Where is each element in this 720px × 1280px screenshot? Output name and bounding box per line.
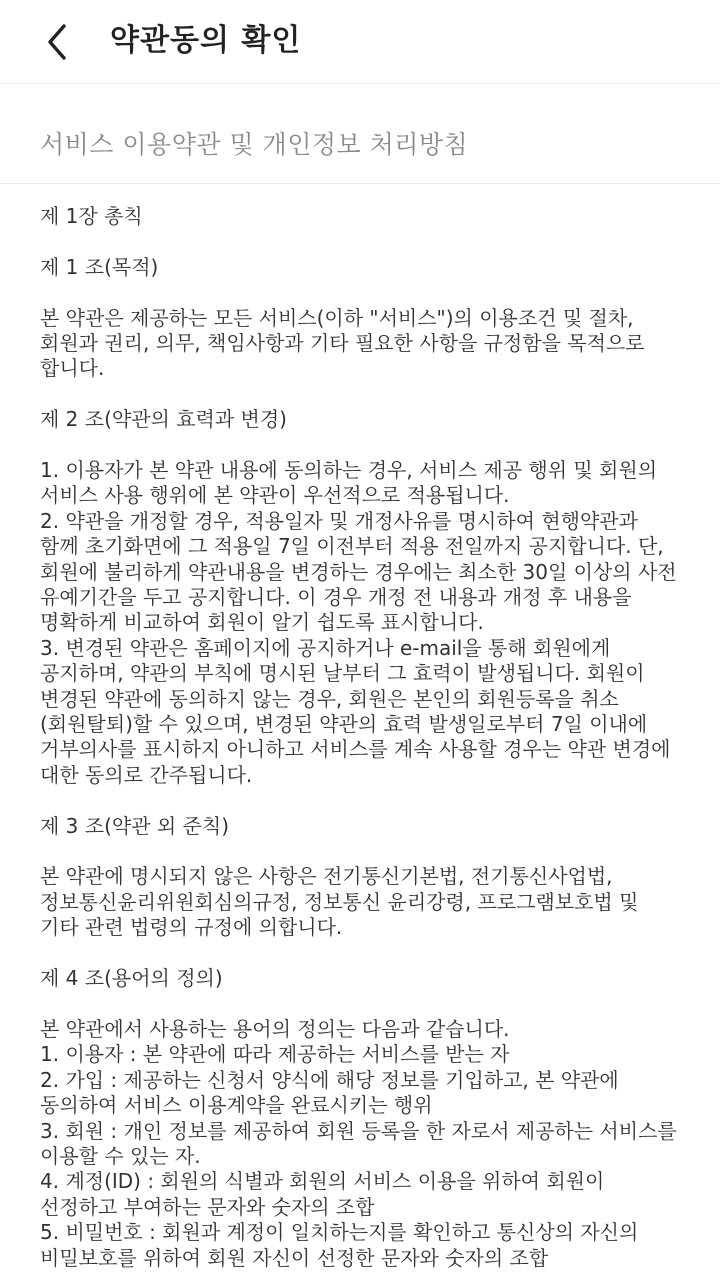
article-4-item-5: 5. 비밀번호 : 회원과 계정이 일치하는지를 확인하고 통신상의 자신의 비밀보호를 위하여 회원 자신이 선정한 문자와 숫자의 조합 <box>40 1220 639 1270</box>
article-2-item-2: 2. 약관을 개정할 경우, 적용일자 및 개정사유를 명시하여 현행약관과 함께 초기화면에 그 적용일 7일 이전부터 적용 전일까지 공지합니다. 단, 회원에 불리하게 약관내용을 변경하는 경우에는 최소한 30일 이상의 사전 유예기간을 두고 공지합니다. 이 경우 개정 전 내용과 개정 후 내용을 명확하게 비교하여 회원이 알기 쉽도록 표시합니다. <box>40 508 677 635</box>
article-3-body: 본 약관에 명시되지 않은 사항은 전기통신기본법, 전기통신사업법, 정보통신윤리위원회심의규정, 정보통신 윤리강령, 프로그램보호법 및 기타 관련 법령의 규정에 의합니다. <box>40 864 639 940</box>
article-3-title: 제 3 조(약관 외 준칙) <box>40 813 229 838</box>
article-4-item-4: 4. 계정(ID) : 회원의 식별과 회원의 서비스 이용을 위하여 회원이 선정하고 부여하는 문자와 숫자의 조합 <box>40 1169 605 1219</box>
article-4-item-2: 2. 가입 : 제공하는 신청서 양식에 해당 정보를 기입하고, 본 약관에 동의하여 서비스 이용계약을 완료시키는 행위 <box>40 1067 619 1118</box>
app-bar <box>0 0 720 84</box>
article-1-title: 제 1 조(목적) <box>40 254 159 279</box>
terms-content <box>40 204 680 1271</box>
article-2-item-1: 1. 이용자가 본 약관 내용에 동의하는 경우, 서비스 제공 행위 및 회원의 서비스 사용 행위에 본 약관이 우선적으로 적용됩니다. <box>40 458 658 508</box>
article-2-item-3: 3. 변경된 약관은 홈페이지에 공지하거나 e-mail을 통해 회원에게 공지하며, 약관의 부칙에 명시된 날부터 그 효력이 발생됩니다. 회원이 변경된 약관에 동의하지 않는 경우, 회원은 본인의 회원등록을 취소(회원탈퇴)할 수 있으며, 변경된 약관의 효력 발생일로부터 7일 이내에 거부의사를 표시하지 아니하고 서비스를 계속 사용할 경우는 약관 변경에 대한 동의로 간주됩니다. <box>40 635 671 787</box>
article-4-title: 제 4 조(용어의 정의) <box>40 966 223 991</box>
article-1-body: 본 약관은 제공하는 모든 서비스(이하 "서비스")의 이용조건 및 절차, 회원과 권리, 의무, 책임사항과 기타 필요한 사항을 규정함을 목적으로 합니다. <box>40 305 645 381</box>
section-title: 서비스 이용약관 및 개인정보 처리방침 <box>40 130 469 159</box>
page-title: 약관동의 확인 <box>110 23 302 58</box>
article-4-item-3: 3. 회원 : 개인 정보를 제공하여 회원 등록을 한 자로서 제공하는 서비스를 이용할 수 있는 자. <box>40 1118 677 1168</box>
article-4-intro: 본 약관에서 사용하는 용어의 정의는 다음과 같습니다. <box>40 1016 510 1041</box>
article-2-title: 제 2 조(약관의 효력과 변경) <box>40 407 287 432</box>
chevron-left-icon <box>30 14 86 70</box>
chapter-heading: 제 1장 총칙 <box>40 204 143 228</box>
section-header <box>0 84 720 184</box>
article-4-item-1: 1. 이용자 : 본 약관에 따라 제공하는 서비스를 받는 자 <box>40 1042 510 1067</box>
back-button[interactable] <box>30 14 86 70</box>
